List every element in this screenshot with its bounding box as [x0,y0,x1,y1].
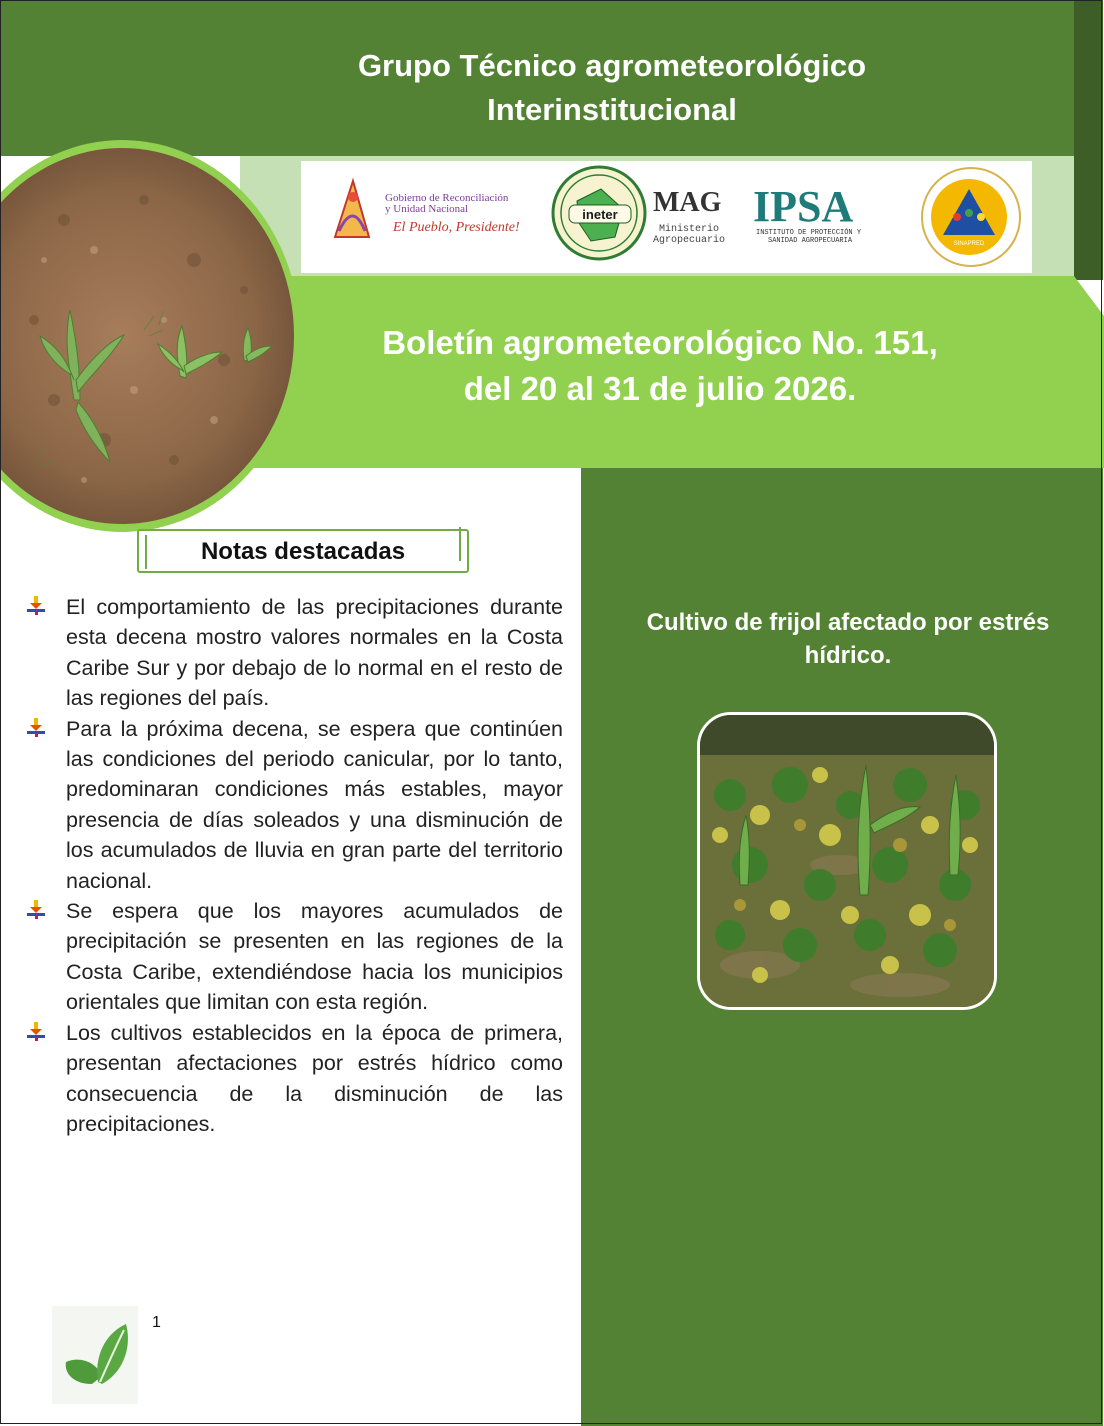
mag-logo [653,187,725,246]
group-title-line2: Interinstitucional [487,92,737,127]
list-item [26,896,563,1018]
notes-list [26,592,563,1139]
group-title-line1: Grupo Técnico agrometeorológico [357,48,867,83]
bullet-arrow-icon [26,717,46,737]
photo-caption: Cultivo de frijol afectado por estrés hídrico. [646,609,1050,669]
ipsa-logo [753,182,862,245]
institution-logos [301,161,1032,273]
ineter-text: ineter [582,207,618,222]
bullet-arrow-icon [26,899,46,919]
gobierno-name-line1: Gobierno de Reconciliación [385,192,509,204]
header-side-strip [1074,0,1103,280]
ipsa-sub1: INSTITUTO DE PROTECCIÓN Y [756,229,862,237]
bulletin-title-line1: Boletín agrometeorológico No. 151, [382,324,938,361]
ipsa-text: IPSA [753,182,854,231]
mag-sub2: Agropecuario [653,235,726,246]
mag-sub1: Ministerio [659,224,720,235]
note-text: Se espera que los mayores acumulados de precipitación se presenten en las regiones de la Costa Caribe, extendiéndose hacia los municipios orientales que limitan con esta región. [66,899,563,1015]
notas-banner [137,529,469,573]
gobierno-slogan: El Pueblo, Presidente! [393,220,520,235]
bullet-arrow-icon [26,1021,46,1041]
mag-text: MAG [653,187,722,218]
corn-seedlings-photo [0,140,300,532]
ipsa-sub2: SANIDAD AGROPECUARIA [768,237,853,245]
gobierno-name-line2: y Unidad Nacional [385,203,469,215]
page-number: 1 [152,1314,161,1331]
list-item [26,714,563,896]
bulletin-title [330,320,990,412]
leaf-logo [52,1306,138,1404]
gobierno-logo [335,181,520,237]
sinapred-logo [922,168,1020,266]
notas-title: Notas destacadas [200,538,406,565]
ineter-logo [553,167,645,259]
list-item [26,1018,563,1140]
group-title [240,44,984,132]
bullet-arrow-icon [26,595,46,615]
list-item [26,592,563,714]
bulletin-title-line2: del 20 al 31 de julio 2026. [463,370,857,407]
note-text: Los cultivos establecidos en la época de primera, presentan afectaciones por estrés hídrico como consecuencia de la disminución de las precipitaciones. [66,1020,563,1136]
note-text: El comportamiento de las precipitaciones durante esta decena mostro valores normales en la Costa Caribe Sur y por debajo de lo normal en el resto de las regiones del país. [66,595,563,711]
sinapred-text: SINAPRED [953,241,985,247]
bean-crop-photo [697,712,997,1010]
note-text: Para la próxima decena, se espera que continúen las condiciones del periodo canicular, por lo tanto, predominaran condiciones más estables, mayor presencia de días soleados y una disminución de los acumulados de lluvia en gran parte del territorio nacional. [66,716,563,893]
